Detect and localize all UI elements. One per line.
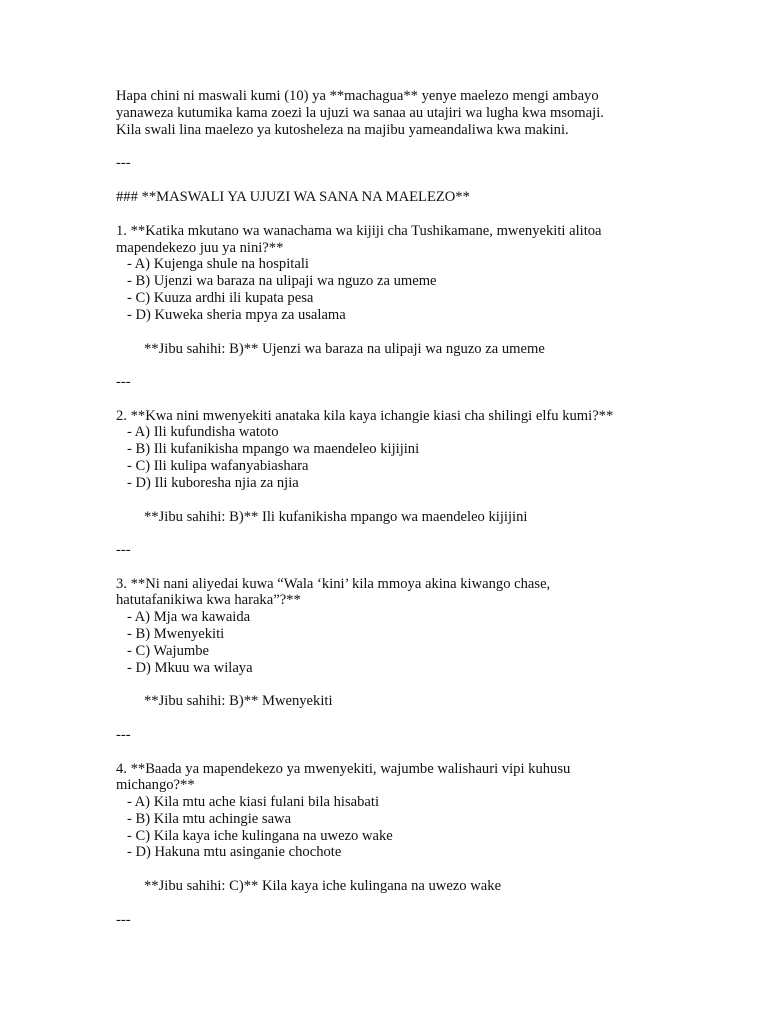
question-1-option-d: - D) Kuweka sheria mpya za usalama	[116, 307, 346, 323]
question-3-option-b: - B) Mwenyekiti	[116, 626, 225, 642]
question-3-option-d: - D) Mkuu wa wilaya	[116, 660, 253, 676]
separator: ---	[116, 542, 131, 558]
question-1-option-a: - A) Kujenga shule na hospitali	[116, 256, 309, 272]
intro-line-1: Hapa chini ni maswali kumi (10) ya **machagua** yenye maelezo mengi ambayo	[116, 88, 599, 104]
intro-line-3: Kila swali lina maelezo ya kutosheleza na majibu yameandaliwa kwa makini.	[116, 122, 569, 138]
question-2-option-d: - D) Ili kuboresha njia za njia	[116, 475, 299, 491]
question-3-text-cont: hatutafanikiwa kwa haraka”?**	[116, 592, 301, 608]
question-3-text: 3. **Ni nani aliyedai kuwa “Wala ‘kini’ kila mmoya akina kiwango chase,	[116, 576, 551, 592]
question-4-option-b: - B) Kila mtu achingie sawa	[116, 811, 292, 827]
question-1-text-cont: mapendekezo juu ya nini?**	[116, 240, 284, 256]
question-4-option-a: - A) Kila mtu ache kiasi fulani bila hisabati	[116, 794, 380, 810]
question-2-option-a: - A) Ili kufundisha watoto	[116, 424, 279, 440]
section-heading: ### **MASWALI YA UJUZI WA SANA NA MAELEZO**	[116, 189, 470, 205]
question-4-text: 4. **Baada ya mapendekezo ya mwenyekiti, wajumbe walishauri vipi kuhusu	[116, 761, 571, 777]
question-4-answer: **Jibu sahihi: C)** Kila kaya iche kulingana na uwezo wake	[144, 878, 502, 894]
question-1-answer: **Jibu sahihi: B)** Ujenzi wa baraza na ulipaji wa nguzo za umeme	[144, 341, 545, 357]
separator: ---	[116, 155, 131, 171]
separator: ---	[116, 912, 131, 928]
question-2-option-c: - C) Ili kulipa wafanyabiashara	[116, 458, 309, 474]
question-1-option-c: - C) Kuuza ardhi ili kupata pesa	[116, 290, 314, 306]
question-4-text-cont: michango?**	[116, 777, 195, 793]
separator: ---	[116, 374, 131, 390]
question-3-option-c: - C) Wajumbe	[116, 643, 209, 659]
question-1-option-b: - B) Ujenzi wa baraza na ulipaji wa nguzo za umeme	[116, 273, 437, 289]
question-2-answer: **Jibu sahihi: B)** Ili kufanikisha mpango wa maendeleo kijijini	[144, 509, 528, 525]
question-1-text: 1. **Katika mkutano wa wanachama wa kijiji cha Tushikamane, mwenyekiti alitoa	[116, 223, 602, 239]
question-2-text: 2. **Kwa nini mwenyekiti anataka kila kaya ichangie kiasi cha shilingi elfu kumi?**	[116, 408, 614, 424]
question-3-option-a: - A) Mja wa kawaida	[116, 609, 251, 625]
separator: ---	[116, 727, 131, 743]
question-4-option-d: - D) Hakuna mtu asinganie chochote	[116, 844, 342, 860]
intro-line-2: yanaweza kutumika kama zoezi la ujuzi wa sanaa au utajiri wa lugha kwa msomaji.	[116, 105, 604, 121]
question-3-answer: **Jibu sahihi: B)** Mwenyekiti	[144, 693, 333, 709]
question-4-option-c: - C) Kila kaya iche kulingana na uwezo wake	[116, 828, 393, 844]
question-2-option-b: - B) Ili kufanikisha mpango wa maendeleo kijijini	[116, 441, 420, 457]
